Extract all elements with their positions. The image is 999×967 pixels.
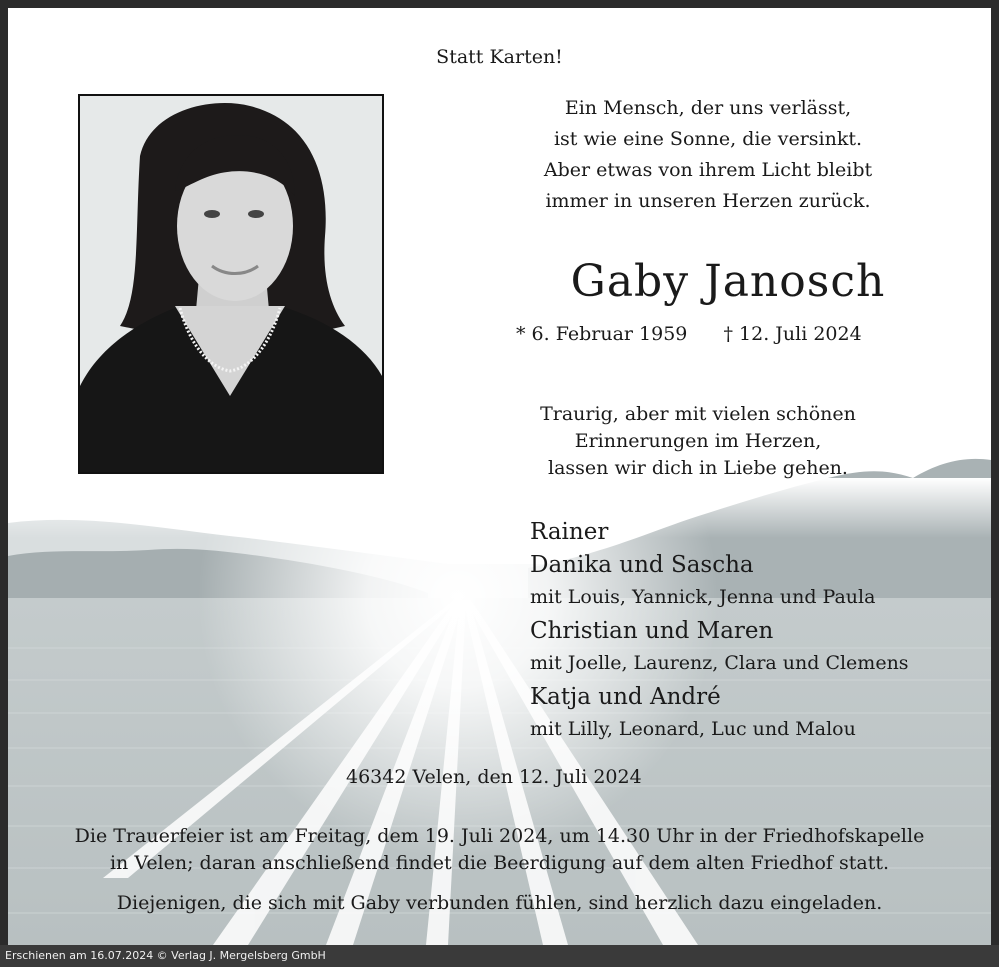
- mourning-line: lassen wir dich in Liebe gehen.: [548, 457, 848, 479]
- invitation-text: Diejenigen, die sich mit Gaby verbunden fühlen, sind herzlich dazu eingeladen.: [116, 892, 883, 914]
- family-member-children: mit Louis, Yannick, Jenna und Paula: [530, 586, 876, 608]
- poem-line: Aber etwas von ihrem Licht bleibt: [543, 159, 873, 181]
- service-line: Die Trauerfeier ist am Freitag, dem 19. Juli 2024, um 14.30 Uhr in der Friedhofskapelle: [74, 825, 925, 847]
- publication-footer: [0, 945, 999, 967]
- poem: [478, 93, 938, 217]
- family-member-children: mit Lilly, Leonard, Luc und Malou: [530, 718, 856, 740]
- poem-line: ist wie eine Sonne, die versinkt.: [553, 128, 863, 150]
- portrait-photo: [78, 94, 384, 474]
- family-member-name: Danika und Sascha: [530, 552, 754, 578]
- mourning-text: [448, 401, 948, 482]
- place-date: 46342 Velen, den 12. Juli 2024: [346, 766, 642, 788]
- mourning-line: Erinnerungen im Herzen,: [574, 430, 822, 452]
- family-member-name: Rainer: [530, 519, 609, 545]
- family-member-name: Katja und André: [530, 684, 721, 710]
- birth-date: * 6. Februar 1959: [516, 323, 688, 345]
- poem-line: immer in unseren Herzen zurück.: [545, 190, 871, 212]
- family-member-children: mit Joelle, Laurenz, Clara und Clemens: [530, 652, 909, 674]
- death-date: † 12. Juli 2024: [723, 323, 862, 345]
- footer-text: Erschienen am 16.07.2024 © Verlag J. Mergelsberg GmbH: [5, 949, 326, 962]
- funeral-service-info: [48, 823, 951, 877]
- header-statt-karten: Statt Karten!: [436, 46, 563, 68]
- obituary-card: [8, 8, 991, 945]
- mourning-line: Traurig, aber mit vielen schönen: [540, 403, 856, 425]
- family-list: [530, 516, 980, 747]
- poem-line: Ein Mensch, der uns verlässt,: [564, 97, 852, 119]
- life-dates: [516, 323, 896, 345]
- deceased-name: Gaby Janosch: [570, 256, 886, 307]
- service-line: in Velen; daran anschließend findet die Beerdigung auf dem alten Friedhof statt.: [109, 852, 890, 874]
- family-member-name: Christian und Maren: [530, 618, 774, 644]
